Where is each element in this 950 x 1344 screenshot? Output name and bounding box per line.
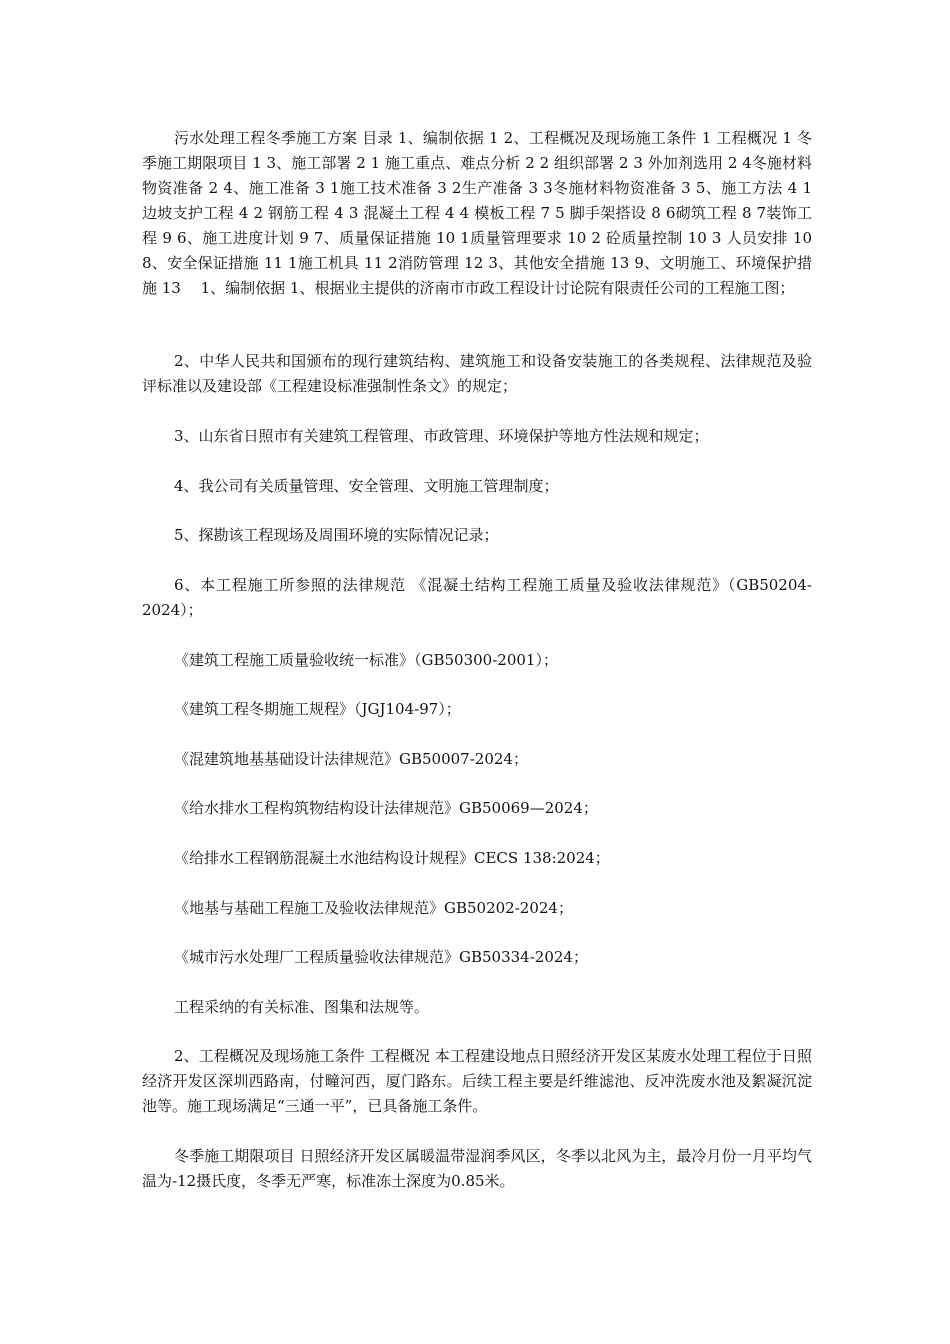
winter-paragraph: 冬季施工期限项目 日照经济开发区属暖温带湿润季风区，冬季以北风为主，最冷月份一月平均气温为-12摄氏度，冬季无严寒，标准冻土深度为0.85米。 xyxy=(142,1147,812,1190)
basis-item-4: 4、我公司有关质量管理、安全管理、文明施工管理制度； xyxy=(174,477,559,495)
standard-item: 《给排水工程钢筋混凝土水池结构设计规程》CECS 138:2024； xyxy=(174,849,610,867)
standard-item: 《给水排水工程构筑物结构设计法律规范》GB50069—2024； xyxy=(174,799,598,817)
intro-paragraph: 污水处理工程冬季施工方案 目录 1、编制依据 1 2、工程概况及现场施工条件 1 工程概况 1 冬季施工期限项目 1 3、施工部署 2 1 施工重点、难点分析 2 2 组织部署 2 3 外加剂选用 2 4冬施材料物资准备 2 4、施工准备 3 1施工技术准备 3 2生产准备 3 3冬施材料物资准备 3 5、施工方法 4 1 边坡支护工程 4 2 钢筋工程 4 3 混凝土工程 4 4 模板工程 7 5 脚手架搭设 8 6砌筑工程 8 7装饰工程 9 6、施工进度计划 9 7、质量保证措施 10 1质量管理要求 10 2 砼质量控制 10 3 人员安排 10 8、安全保证措施 11 1施工机具 11 2消防管理 12 3、其他安全措施 13 9、文明施工、环境保护措施 13 1、编制依据 1、根据业主提供的济南市市政工程设计讨论院有限责任公司的工程施工图； xyxy=(142,129,812,297)
standard-item: 《建筑工程冬期施工规程》（JGJ104-97）； xyxy=(174,700,461,718)
basis-item-6: 6、本工程施工所参照的法律规范 《混凝土结构工程施工质量及验收法律规范》（GB50204-2024）； xyxy=(142,576,812,619)
overview-paragraph: 2、工程概况及现场施工条件 工程概况 本工程建设地点日照经济开发区某废水处理工程位于日照经济开发区深圳西路南，付疃河西，厦门路东。后续工程主要是纤维滤池、反冲洗废水池及絮凝沉淀池等。施工现场满足“三通一平”，已具备施工条件。 xyxy=(142,1047,812,1115)
standard-item: 《建筑工程施工质量验收统一标准》（GB50300-2001）； xyxy=(174,651,558,669)
basis-item-3: 3、山东省日照市有关建筑工程管理、市政管理、环境保护等地方性法规和规定； xyxy=(174,427,709,445)
basis-item-2: 2、中华人民共和国颁布的现行建筑结构、建筑施工和设备安装施工的各类规程、法律规范及验评标准以及建设部《工程建设标准强制性条文》的规定； xyxy=(142,352,812,395)
standard-item: 《地基与基础工程施工及验收法律规范》GB50202-2024； xyxy=(174,899,573,917)
standard-item: 《混建筑地基基础设计法律规范》GB50007-2024； xyxy=(174,750,528,768)
basis-item-5: 5、探勘该工程现场及周围环境的实际情况记录； xyxy=(174,526,499,544)
standard-item: 《城市污水处理厂工程质量验收法律规范》GB50334-2024； xyxy=(174,948,588,966)
standard-item: 工程采纳的有关标准、图集和法规等。 xyxy=(174,998,430,1016)
